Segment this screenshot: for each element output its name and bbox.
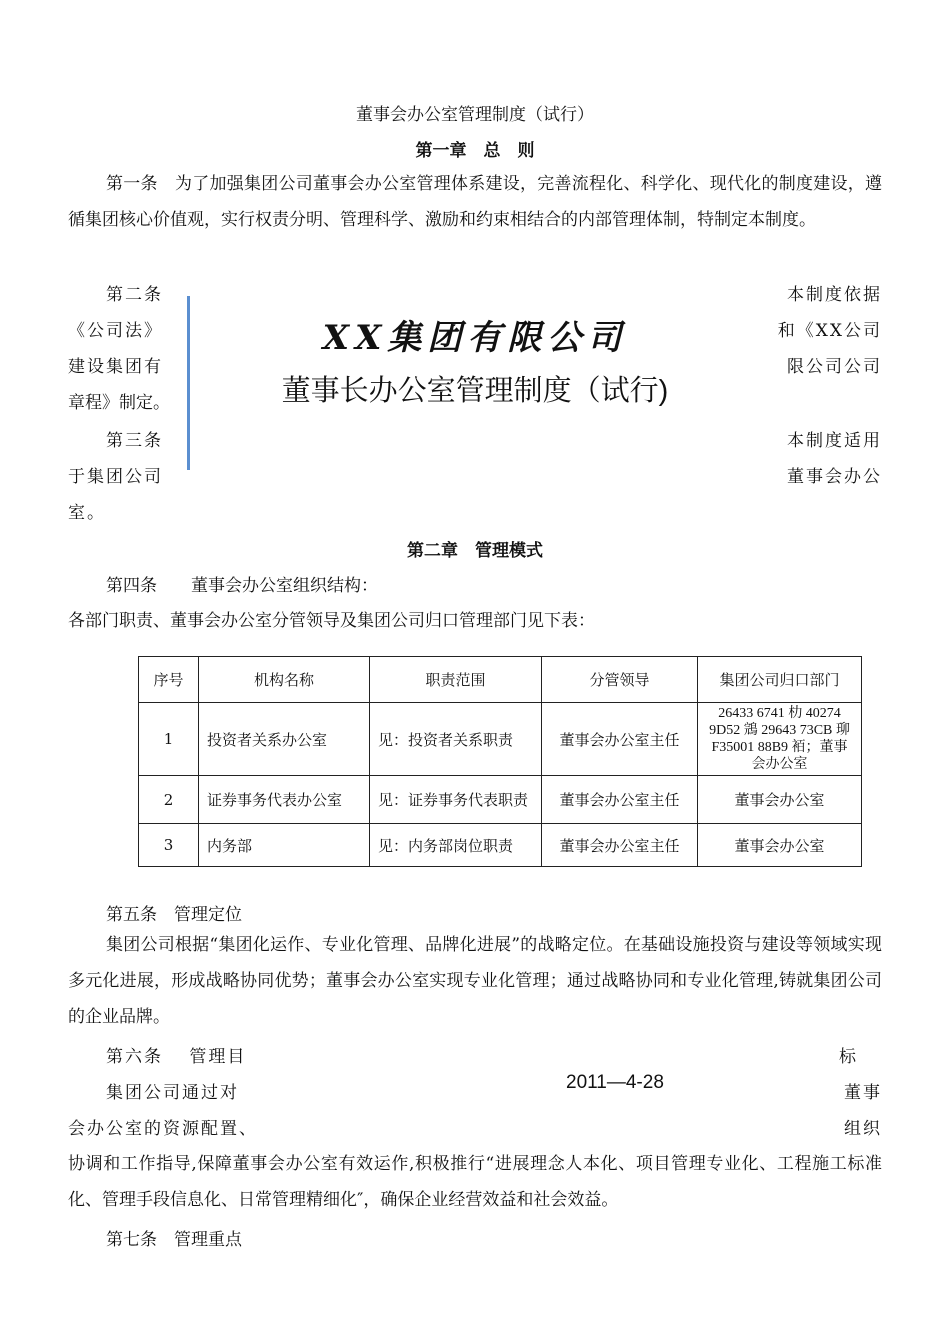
table-cell: 26433 6741 朸 40274 9D52 鵍 29643 73CB 珋 F35001 88B9 袹；董事会办公室	[698, 703, 862, 776]
article-6-line1-right: 标	[839, 1047, 858, 1067]
table-row	[139, 776, 862, 824]
article-2-line1-right: 本制度依据	[787, 285, 882, 305]
table-cell: 见：证券事务代表职责	[370, 776, 542, 824]
header-cell: 分管领导	[542, 657, 698, 703]
table-cell: 1	[139, 703, 199, 776]
table-row	[139, 824, 862, 867]
article-2-line2-right: 和《XX公司	[777, 321, 882, 341]
table-header-row	[139, 657, 862, 703]
table-cell: 董事会办公室	[698, 776, 862, 824]
table-cell: 内务部	[199, 824, 370, 867]
article-3-line1-right: 本制度适用	[787, 431, 882, 451]
article-2-line3-left: 建设集团有	[68, 357, 163, 377]
table-cell: 证券事务代表办公室	[199, 776, 370, 824]
header-cell: 机构名称	[199, 657, 370, 703]
article-2-line2-left: 《公司法》	[68, 321, 163, 341]
department-table	[138, 656, 862, 867]
article-3-line2-left: 于集团公司	[68, 467, 163, 487]
table-cell: 董事会办公室主任	[542, 703, 698, 776]
article-3-line2-right: 董事会办公	[787, 467, 882, 487]
article-6-line2-right: 董事	[844, 1083, 882, 1103]
header-cell: 职责范围	[370, 657, 542, 703]
table-cell: 见：内务部岗位职责	[370, 824, 542, 867]
cover-document-title: 董事长办公室管理制度（试行)	[281, 375, 669, 407]
cover-accent-bar	[187, 296, 190, 470]
article-3-line1-left: 第三条	[106, 431, 163, 451]
table-cell: 董事会办公室主任	[542, 824, 698, 867]
article-7-title: 第七条 管理重点	[106, 1230, 242, 1250]
article-2-line1-left: 第二条	[106, 285, 163, 305]
table-cell: 董事会办公室	[698, 824, 862, 867]
article-4-note: 各部门职责、董事会办公室分管领导及集团公司归口管理部门见下表：	[68, 611, 595, 631]
article-1: 第一条 为了加强集团公司董事会办公室管理体系建设，完善流程化、科学化、现代化的制度建设，遵循集团核心价值观，实行权责分明、管理科学、激励和约束相结合的内部管理体制，特制定本制度。	[68, 174, 882, 230]
article-2-line4-left: 章程》制定。	[68, 393, 170, 413]
article-3-line3-left: 室。	[68, 503, 106, 523]
table-cell: 董事会办公室主任	[542, 776, 698, 824]
article-6-line1-left: 第六条 管理目	[106, 1047, 247, 1067]
article-6-line3-right: 组织	[844, 1119, 882, 1139]
header-cell: 集团公司归口部门	[698, 657, 862, 703]
table-row	[139, 703, 862, 776]
table-cell: 2	[139, 776, 199, 824]
chapter-heading-2: 第二章 管理模式	[407, 541, 543, 561]
table-cell: 投资者关系办公室	[199, 703, 370, 776]
header-cell: 序号	[139, 657, 199, 703]
article-2-line3-right: 限公司公司	[787, 357, 882, 377]
article-5-title: 第五条 管理定位	[106, 905, 242, 925]
document-title: 董事会办公室管理制度（试行）	[356, 105, 594, 125]
article-6-line2-left: 集团公司通过对	[106, 1083, 239, 1103]
article-5: 集团公司根据“集团化运作、专业化管理、品牌化进展”的战略定位。在基础设施投资与建设等领域实现多元化进展，形成战略协同优势；董事会办公室实现专业化管理；通过战略协同和专业化管理,铸就集团公司的企业品牌。	[68, 935, 882, 1027]
article-6-line3-left: 会办公室的资源配置、	[68, 1119, 258, 1139]
chapter-heading: 第一章 总 则	[415, 141, 535, 161]
date-stamp: 2011—4-28	[566, 1072, 664, 1093]
article-6-rest: 协调和工作指导,保障董事会办公室有效运作,积极推行“进展理念人本化、项目管理专业化、工程施工标准化、管理手段信息化、日常管理精细化″，确保企业经营效益和社会效益。	[68, 1154, 882, 1210]
table-cell: 3	[139, 824, 199, 867]
cover-company-name: XX集团有限公司	[322, 318, 628, 358]
article-4: 第四条 董事会办公室组织结构：	[106, 576, 378, 596]
table-cell: 见：投资者关系职责	[370, 703, 542, 776]
